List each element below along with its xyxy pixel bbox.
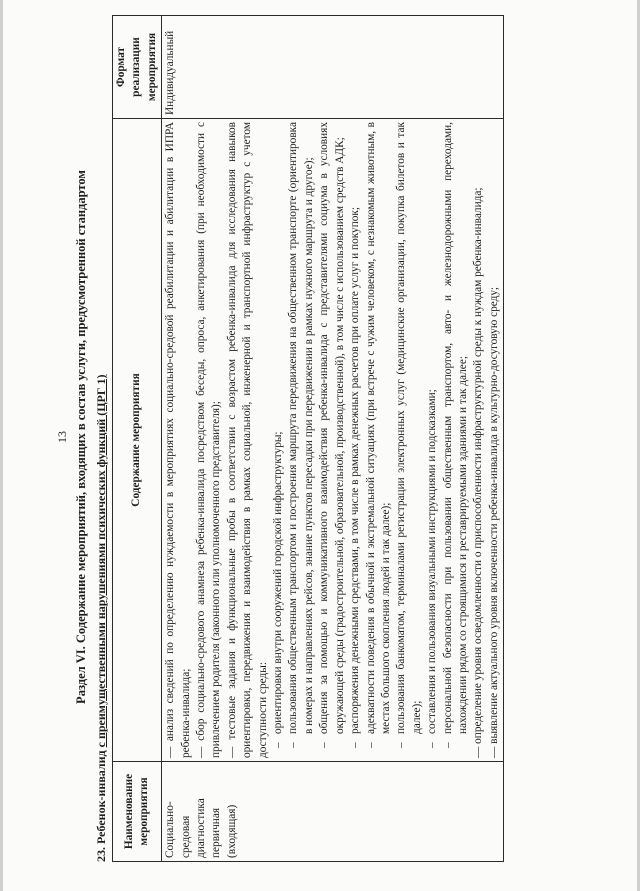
measure-name-line: диагностика [195,798,208,858]
measure-name-cell [162,762,504,862]
header-name: Наименование мероприятия [113,762,162,862]
page-number: 13 [55,431,69,443]
content-item: — определение уровня осведомленности о приспособленности инфраструктурной среды к нуждам ребенка-инвалида; [472,187,485,758]
content-subitem: –общения за помощью и коммуникативного взаимодействия ребенка-инвалида с представителями социума в условиях окружающей среды (градостроительной, образовательной, производственной), в том числе с использованием средств АДК; [318,122,346,748]
subsection-title [94,375,109,863]
content-subitem: –адекватности поведения в обычной и экстремальной ситуациях (при встрече с чужим человеком, с незнакомым животным, в местах большого скопления людей и так далее); [364,122,392,748]
header-format: Формат реализации мероприятия [113,16,162,119]
section-title: Раздел VI. Содержание мероприятий, входящих в состав услуги, предусмотренной стандартом [74,170,88,704]
measures-table [112,15,504,862]
measure-name-line: (входящая) [225,804,238,858]
rotated-page-content [48,12,618,862]
content-subitem: –пользования банкоматом, терминалами регистрации электронных услуг (медицинские организации, покупка билетов и так далее); [395,122,423,748]
content-subitem: –пользования общественным транспортом и построения маршрута передвижения на общественном транспорте (ориентировка в номерах и направлениях рейсов, знание пунктов пересадки при передвижении в рамках нужного маршрута и другое); [287,122,315,748]
content-item: — анализ сведений по определению нуждаемости в мероприятиях социально-средовой реабилитации и абилитации в ИПРА ребенка-инвалида; [164,122,192,758]
content-item: — выявление актуального уровня включенности ребенка-инвалида в культурно-досуговую среду; [487,287,500,758]
content-subitem: –составления и пользования визуальными инструкциями и подсказками; [426,389,439,748]
content-item: — тестовые задания и функциональные пробы в соответствии с возрастом ребенка-инвалида для исследования навыков ориентировки, передвижения и взаимодействия в рамках социальной, инженерной и транспортной инфраструктур с учетом доступности среды: [225,122,269,758]
subsection-prefix: 23. Ребенок-инвалид [94,747,108,862]
table-header-row [113,16,162,862]
content-item: — сбор социально-средового анамнеза ребенка-инвалида посредством беседы, опроса, анкетирования (при необходимости с привлечением родителя (законного или уполномоченного представителя); [195,122,223,758]
measure-name-line: первичная [210,807,223,858]
measure-name-line: Социально- [164,801,177,858]
content-subitem: –ориентировки внутри сооружений городской инфраструктуры; [272,431,285,748]
measure-format-cell: Индивидуальный [162,16,504,119]
table-row [162,16,504,862]
header-content: Содержание мероприятия [113,119,162,762]
measure-content-cell [162,119,504,762]
measure-name-line: средовая [179,815,192,858]
content-subitem: –распоряжения денежными средствами, в том числе в рамках денежных расчетов при оплате услуг и покупок; [349,206,362,748]
subsection-underlined: с преимущественными нарушениями психических функций (ЦРГ 1) [94,374,108,748]
content-subitem: –персональной безопасности при пользовании общественным транспортом, авто- и железнодорожными переходами, нахождении рядом со строящимися и реставрируемыми зданиями и так далее; [441,122,469,748]
